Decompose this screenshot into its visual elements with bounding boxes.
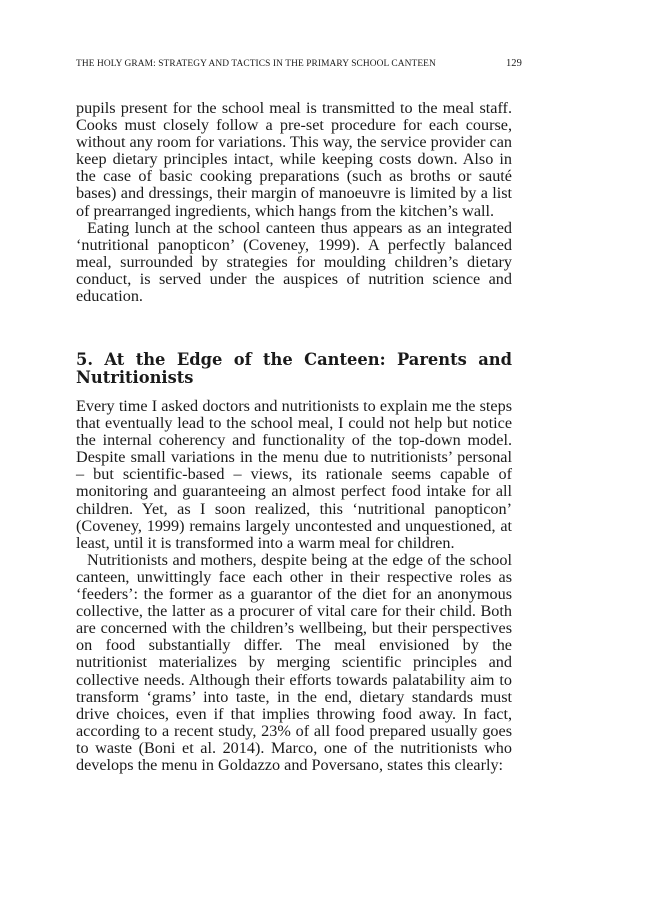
running-head-title: THE HOLY GRAM: STRATEGY AND TACTICS IN THE PRIMARY SCHOOL CANTEEN — [76, 59, 436, 69]
page-number: 129 — [505, 58, 522, 69]
paragraph: Every time I asked doctors and nutritionists to explain me the steps that eventually lead to the school meal, I could not help but notice the internal coherency and functionality of the top-down model. Despite small variations in the menu due to nutritionists’ personal – but scientific-based – views, its rationale seems capable of monitoring and guaranteeing an almost perfect food intake for all children. Yet, as I soon realized, this ‘nutritional panopticon’ (Coveney, 1999) remains largely uncontested and unquestioned, at least, until it is transformed into a warm meal for children. — [76, 397, 512, 552]
text-block-section-5 — [76, 398, 512, 774]
paragraph: Nutritionists and mothers, despite being at the edge of the school canteen, unwittingly face each other in their respective roles as ‘feeders’: the former as a guarantor of the diet for an anonymous collective, the latter as a procurer of vital care for their child. Both are concerned with the children’s wellbeing, but their perspectives on food substantially differ. The meal envisioned by the nutritionist materializes by merging scientific principles and collective needs. Although their efforts towards palatability aim to transform ‘grams’ into taste, in the end, dietary standards must drive choices, even if that implies throwing food away. In fact, according to a recent study, 23% of all food prepared usually goes to waste (Boni et al. 2014). Marco, one of the nutritionists who develops the menu in Goldazzo and Poversano, states this clearly: — [76, 550, 512, 774]
paragraph: Eating lunch at the school canteen thus appears as an integrated ‘nutritional panopticon’ (Coveney, 1999). A perfectly balanced meal, surrounded by strategies for moulding children’s dietary conduct, is served under the auspices of nutrition science and education. — [76, 218, 512, 306]
section-title: At the Edge of the Canteen: Parents and Nutritionists — [76, 350, 512, 388]
running-head — [76, 59, 522, 75]
section-number: 5 — [76, 350, 88, 369]
paragraph: pupils present for the school meal is transmitted to the meal staff. Cooks must closely follow a pre-set procedure for each course, without any room for variations. This way, the service provider can keep dietary principles intact, while keeping costs down. Also in the case of basic cooking preparations (such as broths or sauté bases) and dressings, their margin of manoeuvre is limited by a list of prearranged ingredients, which hangs from the kitchen’s wall. — [76, 99, 512, 220]
section-heading: 5. At the Edge of the Canteen: Parents and Nutritionists — [76, 350, 512, 388]
text-block-before-section — [76, 100, 512, 305]
